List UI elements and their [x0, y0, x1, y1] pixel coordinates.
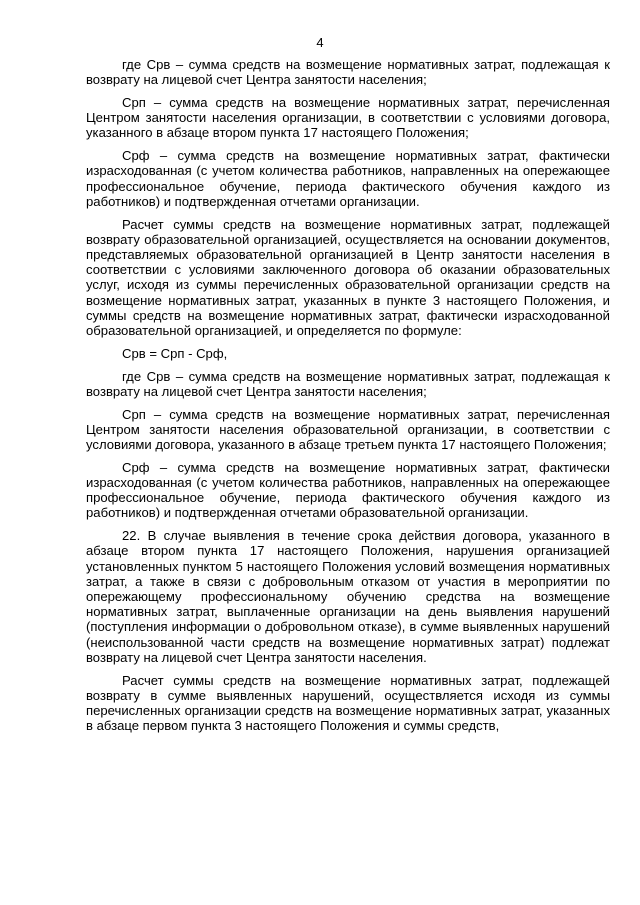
paragraph-definition-srf-2: Срф – сумма средств на возмещение нормативных затрат, фактически израсходованная (с учетом количества работников, направленных на опережающее профессиональное обучение, периода фактического обучения каждого из работников) и подтвержденная отчетами образовательной организации. — [86, 459, 610, 521]
paragraph-definition-srp: Срп – сумма средств на возмещение нормативных затрат, перечисленная Центром занятости населения организации, в соответствии с условиями договора, указанного в абзаце втором пункта 17 настоящего Положения; — [86, 95, 610, 141]
document-body — [86, 57, 610, 741]
paragraph-clause-22: 22. В случае выявления в течение срока действия договора, указанного в абзаце втором пункта 17 настоящего Положения, нарушения организацией установленных пунктом 5 настоящего Положения условий возмещения нормативных затрат, а также в связи с добровольным отказом от участия в мероприятии по опережающему профессиональному обучению средства на возмещение нормативных затрат, выплаченные организации на день выявления нарушений (поступления информации о добровольном отказе), в сумме выявленных нарушений (неиспользованной части средств на возмещение нормативных затрат) подлежат возврату на лицевой счет Центра занятости населения. — [86, 528, 610, 665]
formula: Срв = Срп - Срф, — [122, 345, 228, 361]
paragraph-calculation-educational: Расчет суммы средств на возмещение нормативных затрат, подлежащей возврату образовательной организацией, осуществляется на основании документов, представляемых образовательной организацией в Центр занятости населения в соответствии с условиями заключенного договора об оказании образовательных услуг, исходя из суммы перечисленных образовательной организации средств на возмещение нормативных затрат, указанных в пункте 3 настоящего Положения, и суммы средств на возмещение нормативных затрат, фактически израсходованной образовательной организацией, и определяется по формуле: — [86, 216, 610, 339]
page-number: 4 — [316, 35, 324, 50]
paragraph-definition-srv-2: где Срв – сумма средств на возмещение нормативных затрат, подлежащая к возврату на лицевой счет Центра занятости населения; — [86, 368, 610, 399]
paragraph-definition-srv: где Срв – сумма средств на возмещение нормативных затрат, подлежащая к возврату на лицевой счет Центра занятости населения; — [86, 57, 610, 88]
paragraph-definition-srp-2: Срп – сумма средств на возмещение нормативных затрат, перечисленная Центром занятости населения образовательной организации, в соответствии с условиями договора, указанного в абзаце третьем пункта 17 настоящего Положения; — [86, 406, 610, 453]
paragraph-definition-srf: Срф – сумма средств на возмещение нормативных затрат, фактически израсходованная (с учетом количества работников, направленных на опережающее профессиональное обучение, периода фактического обучения каждого из работников) и подтвержденная отчетами организации. — [86, 148, 610, 209]
paragraph-calculation-violations: Расчет суммы средств на возмещение нормативных затрат, подлежащей возврату в сумме выявленных нарушений, осуществляется исходя из суммы перечисленных организации средств на возмещение нормативных затрат, указанных в абзаце первом пункта 3 настоящего Положения и суммы средств, — [86, 672, 610, 734]
